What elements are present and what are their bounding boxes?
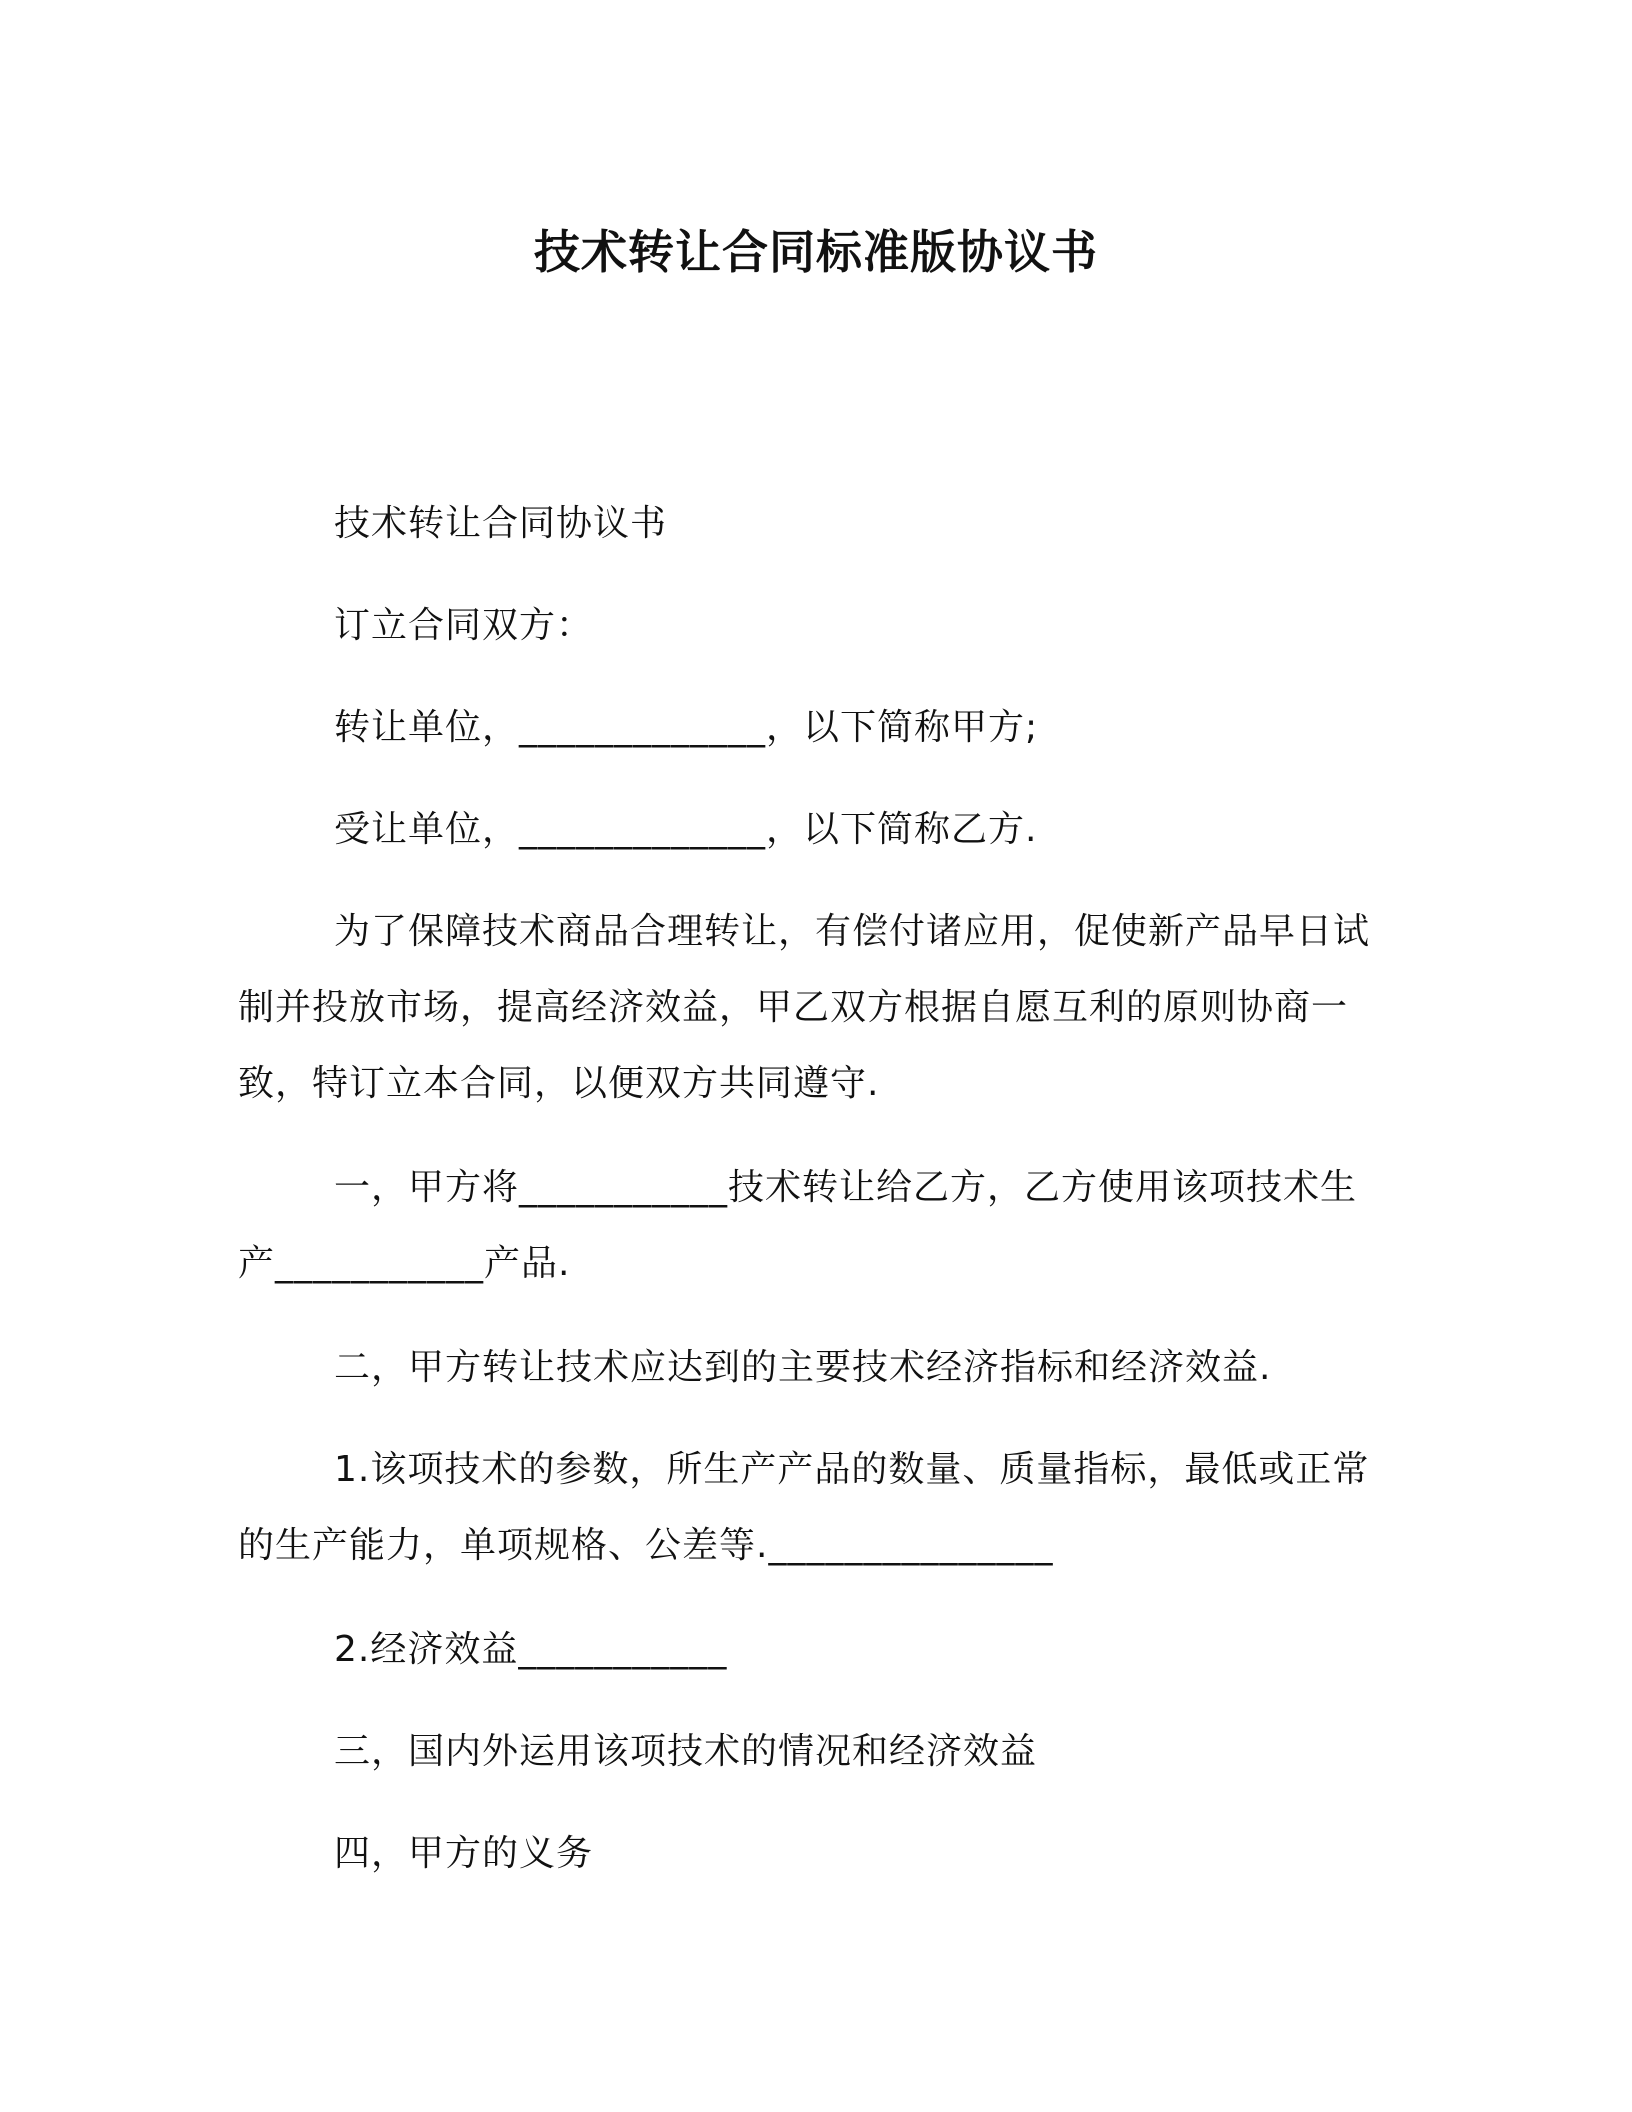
paragraph-clause-3: 三，国内外运用该项技术的情况和经济效益 — [334, 1731, 1038, 1772]
paragraph-parties-heading: 订立合同双方： — [334, 605, 594, 646]
document-title: 技术转让合同标准版协议书 — [534, 225, 1098, 279]
paragraph-clause-2-item-2: 2.经济效益___________ — [334, 1629, 728, 1670]
paragraph-transferee: 受让单位，_____________，以下简称乙方. — [334, 809, 1038, 850]
paragraph-transferor: 转让单位，_____________，以下简称甲方; — [334, 707, 1039, 748]
paragraph-clause-2: 二，甲方转让技术应达到的主要技术经济指标和经济效益. — [334, 1347, 1272, 1388]
paragraph-clause-1: 一，甲方将___________技术转让给乙方，乙方使用该项技术生产___________产品. — [238, 1167, 1358, 1284]
paragraph-preamble: 为了保障技术商品合理转让，有偿付诸应用，促使新产品早日试制并投放市场，提高经济效益，甲乙双方根据自愿互利的原则协商一致，特订立本合同，以便双方共同遵守. — [238, 911, 1371, 1104]
paragraph-subtitle: 技术转让合同协议书 — [334, 503, 668, 544]
paragraph-clause-4: 四，甲方的义务 — [334, 1833, 594, 1874]
paragraph-clause-2-item-1: 1.该项技术的参数，所生产产品的数量、质量指标，最低或正常的生产能力，单项规格、公差等._______________ — [238, 1449, 1370, 1566]
